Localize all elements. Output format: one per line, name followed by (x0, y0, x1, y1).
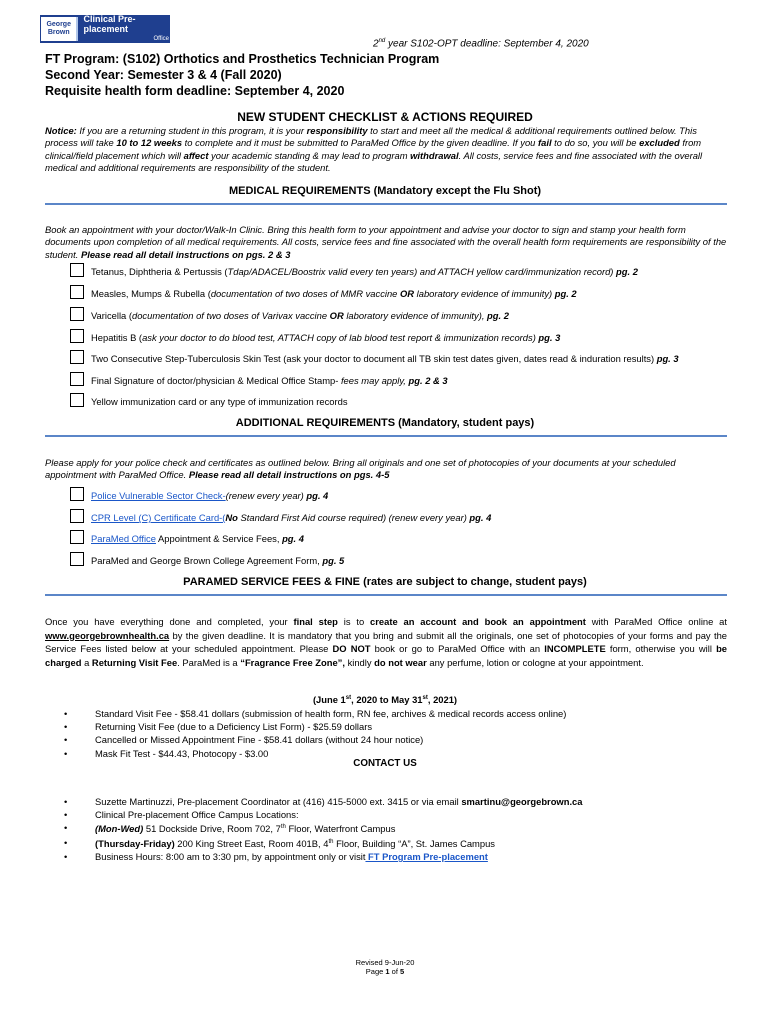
page-footer (0, 958, 770, 976)
checkbox[interactable] (70, 263, 84, 277)
checkbox[interactable] (70, 487, 84, 501)
revised-date: Revised 9-Jun-20 (355, 958, 415, 967)
item-or: OR (400, 288, 415, 299)
item-text: Hepatitis B ( (91, 332, 143, 343)
logo-mark: George Brown (41, 17, 78, 41)
bold-text: INCOMPLETE (544, 643, 606, 654)
contact-list (64, 795, 583, 863)
list-item: • Clinical Pre-placement Office Campus Locations: (64, 808, 583, 821)
notice-text: to start and meet all the medical & additional requirements outlined below. This process will take (45, 125, 697, 149)
bold-text: (Mon-Wed) (95, 823, 144, 835)
item-label (91, 332, 560, 343)
notice-text: . All costs, service fees and fine associated with the overall medical and additional requirements are responsibility of the student. (45, 149, 703, 173)
checkbox[interactable] (70, 552, 84, 566)
item-page: pg. 5 (319, 555, 345, 566)
checklist-item-police-check (70, 487, 740, 501)
text: Floor, Building “A”, St. James Campus (333, 837, 495, 849)
item-label (91, 512, 491, 523)
bold-text: “Fragrance Free Zone”, (240, 656, 345, 668)
section-divider (45, 435, 727, 437)
notice-bold: 10 to 12 weeks (116, 137, 183, 149)
item-page: pg. 2 & 3 (405, 375, 448, 386)
list-item (64, 795, 583, 808)
bold-text: do not wear (374, 656, 427, 668)
text: , 2021) (427, 694, 458, 705)
page-number (0, 967, 770, 976)
item-italic: fees may apply, (340, 375, 406, 386)
additional-intro (45, 457, 729, 482)
text: Suzette Martinuzzi, Pre-placement Coordinator at (416) 415-5000 ext. 3415 or via email (95, 796, 462, 807)
cpr-certificate-link[interactable]: CPR Level (C) Certificate Card-( (91, 512, 226, 523)
checklist-item-paramed-appointment (70, 530, 740, 544)
item-label (91, 396, 348, 407)
item-text: Yellow immunization card or any type of immunization records (91, 396, 348, 407)
fees-section-title: PARAMED SERVICE FEES & FINE (rates are subject to change, student pays) (183, 576, 587, 588)
list-item: • Mask Fit Test - $44.43, Photocopy - $3.00 (64, 747, 566, 760)
item-text: Measles, Mumps & Rubella ( (91, 288, 211, 299)
checklist-item-mmr (70, 285, 740, 299)
list-item: • Cancelled or Missed Appointment Fine - $58.41 dollars (without 24 hour notice) (64, 733, 566, 746)
logo-title-text: Clinical Pre-placement (83, 14, 136, 34)
item-label (91, 310, 509, 321)
text: 1 (385, 967, 390, 976)
item-text: ParaMed and George Brown College Agreement Form, (91, 555, 320, 566)
checklist-item-agreement-form (70, 552, 740, 566)
ft-program-link[interactable]: FT Program Pre-placement (365, 851, 488, 863)
item-page: pg. 3 (535, 332, 561, 343)
notice-label: Notice: (45, 125, 77, 136)
bold-text: Returning Visit Fee (91, 656, 178, 668)
program-year: Second Year: Semester 3 & 4 (Fall 2020) (45, 68, 282, 82)
notice-text: your academic standing & may lead to program (208, 149, 411, 161)
item-italic: laboratory evidence of immunity) (414, 288, 553, 299)
checkbox[interactable] (70, 285, 84, 299)
item-label (91, 288, 577, 299)
notice-text: to do so, you will be (551, 137, 640, 149)
medical-section-title: MEDICAL REQUIREMENTS (Mandatory except the Flu Shot) (228, 185, 542, 197)
text: . ParaMed is a (177, 656, 241, 668)
sup: st (345, 694, 352, 701)
item-text: Varicella ( (91, 310, 132, 321)
item-or: OR (329, 310, 344, 321)
website-link[interactable]: www.georgebrownhealth.ca (45, 629, 170, 641)
police-check-link[interactable]: Police Vulnerable Sector Check- (91, 490, 226, 501)
bold-text: (Thursday-Friday) (95, 837, 175, 849)
item-italic: documentation of two doses of Varivax vaccine (131, 310, 330, 321)
item-label (91, 375, 448, 386)
notice-text: to complete and it must be submitted to ParaMed Office by the given deadline. If you (182, 137, 538, 149)
text: 51 Dockside Drive, Room 702, 7 (143, 823, 281, 835)
item-text: Final Signature of doctor/physician & Medical Office Stamp- (91, 375, 341, 386)
text: book or go to ParaMed Office with an (370, 643, 545, 654)
checkbox[interactable] (70, 530, 84, 544)
item-page: pg. 2 (613, 266, 638, 277)
notice-text: from clinical/field placement which will (45, 137, 702, 161)
checkbox[interactable] (70, 350, 84, 364)
text: with ParaMed Office online at (585, 616, 727, 627)
checkbox[interactable] (70, 329, 84, 343)
notice-bold: withdrawal (410, 149, 459, 161)
paramed-office-link[interactable]: ParaMed Office (91, 533, 156, 544)
item-italic: Standard First Aid course required) (renew every year) (237, 512, 467, 523)
notice-text: If you are a returning student in this program, it is your (76, 125, 307, 136)
text: a (81, 656, 92, 668)
final-step-paragraph (45, 615, 727, 669)
item-italic: (renew every year) (225, 490, 304, 501)
bold-text: final step (293, 616, 338, 627)
notice-paragraph (45, 125, 729, 174)
fee-list (64, 707, 566, 760)
section-divider (45, 594, 727, 596)
list-item (64, 821, 583, 835)
notice-bold: excluded (639, 137, 680, 149)
checkbox[interactable] (70, 372, 84, 386)
item-italic: documentation of two doses of MMR vaccine (210, 288, 400, 299)
checkbox[interactable] (70, 509, 84, 523)
item-page: pg. 2 (552, 288, 577, 299)
program-deadline: Requisite health form deadline: September 4, 2020 (45, 84, 345, 98)
item-bold: No (225, 512, 238, 523)
checklist-item-cpr (70, 509, 740, 523)
text: of (389, 967, 401, 976)
text: Once you have everything done and completed, your (45, 616, 294, 627)
deadline-rest: year S102-OPT deadline: September 4, 2020 (385, 38, 589, 50)
item-label (91, 533, 304, 544)
medical-intro (45, 224, 729, 261)
program-header (45, 51, 439, 99)
notice-bold: responsibility (306, 125, 368, 136)
checklist-item-tetanus (70, 263, 740, 277)
bold-text: create an account and book an appointment (370, 616, 586, 627)
email-link[interactable]: smartinu@georgebrown.ca (461, 796, 583, 807)
text: by the given deadline. It is mandatory that you bring and submit all the originals, one set of photocopies of your forms and pay the Service Fees listed below at your scheduled appointment. Please (45, 629, 727, 654)
item-text: Appointment & Service Fees, (155, 533, 280, 544)
text: Floor, Waterfront Campus (285, 823, 396, 835)
item-label (91, 490, 328, 501)
list-item: • Returning Visit Fee (due to a Deficiency List Form) - $25.59 dollars (64, 720, 566, 733)
item-page: pg. 4 (303, 490, 329, 501)
logo-title (78, 14, 169, 44)
deadline-year: 2 (373, 38, 379, 50)
deadline-sup: nd (378, 38, 386, 44)
contact-title: CONTACT US (353, 758, 417, 769)
medical-intro-bold: Please read all detail instructions on pgs. 2 & 3 (80, 248, 291, 260)
item-label (91, 266, 638, 277)
text: , 2020 to May 31 (351, 694, 423, 705)
text: (June 1 (312, 694, 346, 705)
checklist-item-final-signature (70, 372, 740, 386)
item-page: pg. 3 (654, 353, 679, 364)
item-text: Two Consecutive Step-Tuberculosis Skin Test (ask your doctor to document all TB skin test dates given, dates read & induration results) (91, 353, 655, 364)
checklist-item-yellow-card (70, 393, 740, 407)
item-italic: laboratory evidence of immunity), (343, 310, 485, 321)
additional-section-title: ADDITIONAL REQUIREMENTS (Mandatory, student pays) (235, 417, 535, 429)
additional-intro-text: Please apply for your police check and certificates as outlined below. Bring all originals and one set of photocopies of your documents at your scheduled appointment with ParaMed Office. (45, 457, 676, 481)
bold-text: DO NOT (332, 643, 371, 654)
list-item: • Standard Visit Fee - $58.41 dollars (submission of health form, RN fee, archives & medical records access online) (64, 707, 566, 720)
deadline-note (373, 38, 589, 49)
text: form, otherwise you will (605, 643, 717, 654)
text: Business Hours: 8:00 am to 3:30 pm, by appointment only or visit (95, 851, 366, 863)
logo-subtitle: Office (153, 36, 169, 42)
checkbox[interactable] (70, 307, 84, 321)
text: 5 (400, 967, 405, 976)
item-page: pg. 2 (484, 310, 509, 321)
fee-period (0, 694, 770, 705)
bold-text: be charged (45, 643, 728, 668)
checklist-item-hepatitis (70, 329, 740, 343)
sup: th (328, 838, 334, 845)
college-logo (40, 15, 170, 43)
item-label (91, 555, 344, 566)
section-divider (45, 203, 727, 205)
additional-intro-bold: Please read all detail instructions on pgs. 4-5 (188, 469, 390, 481)
sup: st (422, 694, 428, 701)
program-title: FT Program: (S102) Orthotics and Prosthetics Technician Program (45, 52, 440, 66)
item-page: pg. 4 (466, 512, 492, 523)
item-page: pg. 4 (279, 533, 304, 544)
checklist-item-tb-test (70, 350, 740, 364)
item-label (91, 353, 679, 364)
notice-bold: fail (538, 137, 552, 149)
checklist-title: NEW STUDENT CHECKLIST & ACTIONS REQUIRED (237, 110, 533, 124)
text: any perfume, lotion or cologne at your appointment. (426, 656, 644, 668)
text: 200 King Street East, Room 401B, 4 (174, 837, 329, 849)
checklist-item-varicella (70, 307, 740, 321)
item-italic: ask your doctor to do blood test, ATTACH copy of lab blood test report & immunization records) (142, 332, 536, 343)
medical-intro-text: Book an appointment with your doctor/Walk-In Clinic. Bring this health form to your appointment and advise your doctor to sign and stamp your health form documents upon completion of all medical requirements. All costs, service fees and fine associated with the overall health form requirements are responsibility of the student. (45, 224, 727, 260)
notice-bold: affect (183, 149, 209, 161)
item-italic: Tdap/ADACEL/Boostrix valid every ten years) and ATTACH yellow card/immunization record) (227, 266, 614, 277)
text: kindly (344, 656, 375, 668)
text: is to (337, 616, 371, 627)
list-item (64, 836, 583, 850)
list-item (64, 850, 583, 863)
checkbox[interactable] (70, 393, 84, 407)
text: Page (365, 967, 386, 976)
sup: th (280, 824, 286, 831)
item-text: Tetanus, Diphtheria & Pertussis ( (91, 266, 228, 277)
